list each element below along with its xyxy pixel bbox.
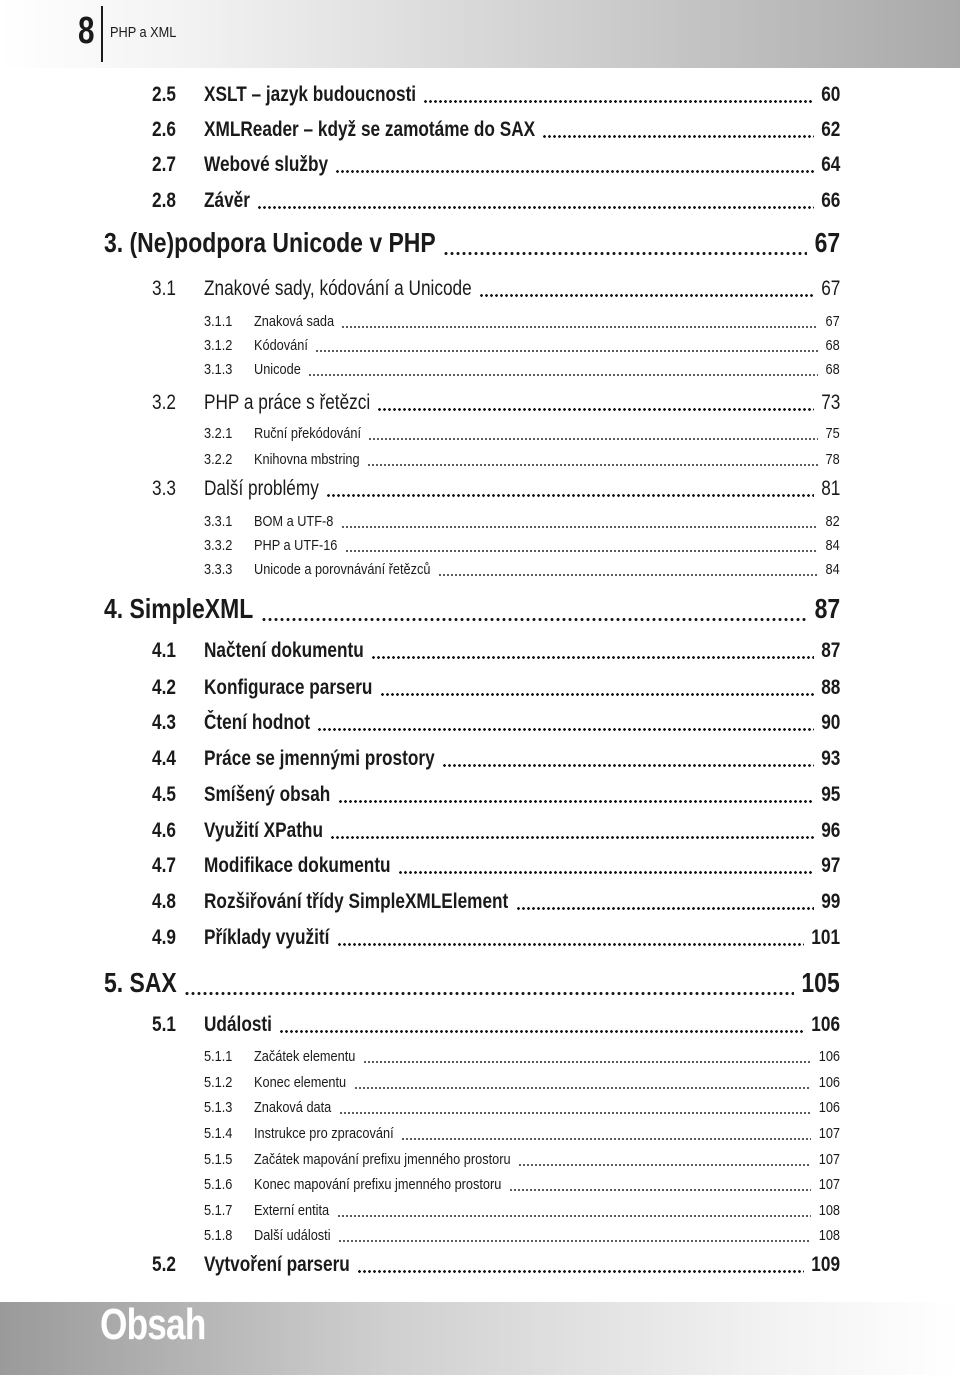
toc-leader-dots bbox=[398, 871, 814, 874]
toc-entry[interactable] bbox=[0, 748, 960, 771]
toc-entry[interactable] bbox=[0, 1075, 960, 1092]
running-title: PHP a XML bbox=[110, 24, 177, 41]
toc-leader-dots bbox=[338, 1240, 811, 1242]
toc-entry-title: Instrukce pro zpracování bbox=[254, 1126, 397, 1141]
toc-leader-dots bbox=[516, 907, 814, 910]
toc-entry-title: 4. SimpleXML bbox=[104, 595, 257, 623]
toc-entry-number: 5.1.3 bbox=[204, 1099, 233, 1116]
toc-entry-title: Další události bbox=[254, 1228, 334, 1243]
toc-entry-number: 4.1 bbox=[152, 639, 176, 662]
toc-leader-dots bbox=[371, 656, 814, 659]
toc-entry-title: Externí entita bbox=[254, 1203, 333, 1218]
toc-entry-number: 3.1.3 bbox=[204, 361, 233, 378]
toc-leader-dots bbox=[184, 992, 794, 995]
toc-entry-number: 3.2.2 bbox=[204, 451, 233, 468]
toc-entry-page: 109 bbox=[808, 1254, 840, 1275]
toc-leader-dots bbox=[443, 252, 807, 255]
toc-entry-title: Rozšiřování třídy SimpleXMLElement bbox=[204, 891, 512, 912]
toc-entry-page: 93 bbox=[818, 748, 840, 769]
toc-entry-page: 97 bbox=[818, 855, 840, 876]
toc-entry-title: Závěr bbox=[204, 190, 253, 211]
toc-entry-page: 107 bbox=[815, 1152, 840, 1167]
header-divider bbox=[101, 6, 103, 62]
toc-entry-page: 62 bbox=[818, 119, 840, 140]
toc-entry-number: 3.3.1 bbox=[204, 513, 233, 530]
toc-entry-number: 4.9 bbox=[152, 926, 176, 949]
toc-leader-dots bbox=[367, 464, 818, 466]
toc-entry-page: 66 bbox=[818, 190, 840, 211]
toc-entry-page: 81 bbox=[818, 478, 840, 499]
toc-entry[interactable] bbox=[0, 640, 960, 663]
toc-entry-title: Unicode bbox=[254, 362, 304, 377]
toc-entry-number: 5.1.1 bbox=[204, 1048, 233, 1065]
toc-entry[interactable] bbox=[0, 338, 960, 355]
toc-entry-number: 4.5 bbox=[152, 783, 176, 806]
toc-leader-dots bbox=[339, 1112, 812, 1114]
toc-entry-number: 5.1.8 bbox=[204, 1227, 233, 1244]
toc-entry-title: Znakové sady, kódování a Unicode bbox=[204, 278, 475, 299]
toc-entry-number: 3.2 bbox=[152, 391, 176, 414]
toc-entry[interactable] bbox=[0, 538, 960, 555]
toc-leader-dots bbox=[363, 1061, 812, 1063]
page-number: 8 bbox=[78, 10, 94, 52]
toc-entry[interactable] bbox=[0, 820, 960, 843]
toc-leader-dots bbox=[330, 836, 813, 839]
toc-entry-number: 3.3 bbox=[152, 477, 176, 500]
toc-entry-title: 3. (Ne)podpora Unicode v PHP bbox=[104, 229, 439, 257]
section-label: Obsah bbox=[100, 1300, 206, 1349]
toc-leader-dots bbox=[518, 1164, 811, 1166]
toc-entry-title: Práce se jmennými prostory bbox=[204, 748, 438, 769]
toc-entry-page: 106 bbox=[815, 1100, 840, 1115]
toc-entry-page: 105 bbox=[798, 969, 840, 997]
toc-entry-title: Smíšený obsah bbox=[204, 784, 334, 805]
toc-entry-page: 68 bbox=[822, 338, 840, 353]
toc-entry-number: 3.3.2 bbox=[204, 537, 233, 554]
toc-entry-title: PHP a UTF-16 bbox=[254, 538, 341, 553]
toc-entry-number: 4.7 bbox=[152, 854, 176, 877]
toc-entry[interactable] bbox=[0, 784, 960, 807]
toc-entry-number: 4.4 bbox=[152, 747, 176, 770]
toc-entry-page: 84 bbox=[822, 538, 840, 553]
toc-entry[interactable] bbox=[0, 969, 960, 1000]
toc-entry[interactable] bbox=[0, 855, 960, 878]
toc-entry[interactable] bbox=[0, 190, 960, 213]
toc-entry-title: Kódování bbox=[254, 338, 311, 353]
toc-leader-dots bbox=[479, 294, 814, 297]
toc-entry[interactable] bbox=[0, 891, 960, 914]
toc-entry-page: 88 bbox=[818, 677, 840, 698]
toc-leader-dots bbox=[380, 693, 814, 696]
toc-entry-page: 96 bbox=[818, 820, 840, 841]
toc-entry-number: 3.3.3 bbox=[204, 561, 233, 578]
toc-leader-dots bbox=[423, 100, 813, 103]
toc-entry[interactable] bbox=[0, 514, 960, 531]
toc-entry[interactable] bbox=[0, 362, 960, 379]
toc-entry[interactable] bbox=[0, 478, 960, 501]
toc-entry-page: 78 bbox=[822, 452, 840, 467]
toc-entry-number: 2.6 bbox=[152, 118, 176, 141]
toc-leader-dots bbox=[509, 1189, 812, 1191]
toc-entry-page: 67 bbox=[811, 229, 840, 257]
toc-entry-page: 82 bbox=[822, 514, 840, 529]
toc-entry[interactable] bbox=[0, 595, 960, 626]
toc-entry-title: Modifikace dokumentu bbox=[204, 855, 394, 876]
toc-leader-dots bbox=[257, 206, 813, 209]
toc-leader-dots bbox=[338, 800, 814, 803]
toc-entry-title: Znaková sada bbox=[254, 314, 337, 329]
toc-entry[interactable] bbox=[0, 1126, 960, 1143]
toc-entry-page: 64 bbox=[818, 154, 840, 175]
toc-leader-dots bbox=[401, 1138, 811, 1140]
toc-entry[interactable] bbox=[0, 392, 960, 415]
toc-entry-page: 101 bbox=[808, 927, 840, 948]
toc-entry-number: 2.5 bbox=[152, 83, 176, 106]
toc-entry[interactable] bbox=[0, 1228, 960, 1245]
toc-leader-dots bbox=[337, 943, 804, 946]
toc-entry-title: XSLT – jazyk budoucnosti bbox=[204, 84, 419, 105]
toc-entry-number: 3.2.1 bbox=[204, 425, 233, 442]
toc-leader-dots bbox=[438, 574, 819, 576]
toc-leader-dots bbox=[308, 374, 818, 376]
toc-entry-title: Unicode a porovnávání řetězců bbox=[254, 562, 434, 577]
toc-entry-title: Konfigurace parseru bbox=[204, 677, 376, 698]
toc-leader-dots bbox=[317, 728, 813, 731]
toc-leader-dots bbox=[315, 350, 818, 352]
toc-entry-title: 5. SAX bbox=[104, 969, 180, 997]
toc-entry-page: 68 bbox=[822, 362, 840, 377]
toc-entry-title: Ruční překódování bbox=[254, 426, 364, 441]
toc-entry[interactable] bbox=[0, 154, 960, 177]
toc-entry-title: Webové služby bbox=[204, 154, 331, 175]
toc-leader-dots bbox=[337, 1215, 812, 1217]
toc-entry-title: XMLReader – když se zamotáme do SAX bbox=[204, 119, 538, 140]
toc-leader-dots bbox=[354, 1087, 812, 1089]
toc-entry[interactable] bbox=[0, 1203, 960, 1220]
toc-entry-page: 106 bbox=[815, 1049, 840, 1064]
toc-entry-title: Využití XPathu bbox=[204, 820, 326, 841]
toc-entry[interactable] bbox=[0, 278, 960, 301]
toc-entry-page: 67 bbox=[822, 314, 840, 329]
toc-entry[interactable] bbox=[0, 119, 960, 142]
toc-entry-page: 90 bbox=[818, 712, 840, 733]
toc-leader-dots bbox=[341, 526, 819, 528]
toc-entry-page: 84 bbox=[822, 562, 840, 577]
toc-entry-title: Začátek mapování prefixu jmenného prostoru bbox=[254, 1152, 514, 1167]
toc-entry[interactable] bbox=[0, 314, 960, 331]
toc-entry-number: 4.3 bbox=[152, 711, 176, 734]
toc-entry-title: Konec mapování prefixu jmenného prostoru bbox=[254, 1177, 505, 1192]
toc-entry-page: 67 bbox=[818, 278, 840, 299]
toc-entry-number: 2.8 bbox=[152, 189, 176, 212]
toc-entry-title: Čtení hodnot bbox=[204, 712, 313, 733]
toc-entry-title: Vytvoření parseru bbox=[204, 1254, 353, 1275]
toc-entry-page: 108 bbox=[815, 1228, 840, 1243]
toc-entry[interactable] bbox=[0, 426, 960, 443]
toc-entry[interactable] bbox=[0, 229, 960, 260]
toc-entry-page: 75 bbox=[822, 426, 840, 441]
toc-entry[interactable] bbox=[0, 712, 960, 735]
toc-entry-title: Události bbox=[204, 1014, 275, 1035]
toc-entry-number: 5.1.6 bbox=[204, 1176, 233, 1193]
toc-leader-dots bbox=[279, 1030, 804, 1033]
toc-entry[interactable] bbox=[0, 1152, 960, 1169]
toc-entry-page: 107 bbox=[815, 1177, 840, 1192]
toc-entry[interactable] bbox=[0, 452, 960, 469]
toc-entry-number: 5.2 bbox=[152, 1253, 176, 1276]
toc-entry-number: 5.1.7 bbox=[204, 1202, 233, 1219]
toc-entry-page: 108 bbox=[815, 1203, 840, 1218]
toc-entry-title: Začátek elementu bbox=[254, 1049, 359, 1064]
toc-entry[interactable] bbox=[0, 1100, 960, 1117]
toc-entry[interactable] bbox=[0, 1014, 960, 1037]
toc-entry-page: 87 bbox=[818, 640, 840, 661]
toc-entry-title: Konec elementu bbox=[254, 1075, 350, 1090]
toc-entry-number: 3.1.1 bbox=[204, 313, 233, 330]
toc-entry[interactable] bbox=[0, 1177, 960, 1194]
toc-entry-title: Další problémy bbox=[204, 478, 322, 499]
toc-entry-number: 3.1.2 bbox=[204, 337, 233, 354]
toc-leader-dots bbox=[341, 326, 818, 328]
toc-entry[interactable] bbox=[0, 84, 960, 107]
toc-entry[interactable] bbox=[0, 677, 960, 700]
toc-entry-number: 5.1.2 bbox=[204, 1074, 233, 1091]
toc-entry-title: Načtení dokumentu bbox=[204, 640, 367, 661]
toc-entry-page: 95 bbox=[818, 784, 840, 805]
toc-entry-title: BOM a UTF-8 bbox=[254, 514, 337, 529]
toc-entry-title: Knihovna mbstring bbox=[254, 452, 363, 467]
toc-entry-title: PHP a práce s řetězci bbox=[204, 392, 373, 413]
toc-entry-number: 4.8 bbox=[152, 890, 176, 913]
toc-entry-number: 4.6 bbox=[152, 819, 176, 842]
toc-leader-dots bbox=[335, 170, 813, 173]
toc-leader-dots bbox=[377, 408, 813, 411]
toc-leader-dots bbox=[542, 135, 813, 138]
toc-leader-dots bbox=[326, 494, 813, 497]
toc-entry-title: Příklady využití bbox=[204, 927, 333, 948]
toc-entry-number: 5.1.5 bbox=[204, 1151, 233, 1168]
toc-leader-dots bbox=[345, 550, 819, 552]
toc-entry-page: 73 bbox=[818, 392, 840, 413]
toc-entry-title: Znaková data bbox=[254, 1100, 335, 1115]
toc-leader-dots bbox=[442, 764, 814, 767]
toc-entry-page: 60 bbox=[818, 84, 840, 105]
toc-entry-number: 3.1 bbox=[152, 277, 176, 300]
toc-entry-number: 2.7 bbox=[152, 153, 176, 176]
toc-entry[interactable] bbox=[0, 562, 960, 579]
toc-entry-page: 106 bbox=[808, 1014, 840, 1035]
toc-entry-number: 4.2 bbox=[152, 676, 176, 699]
toc-entry-number: 5.1 bbox=[152, 1013, 176, 1036]
toc-leader-dots bbox=[357, 1270, 804, 1273]
toc-entry-number: 5.1.4 bbox=[204, 1125, 233, 1142]
toc-entry-page: 106 bbox=[815, 1075, 840, 1090]
toc-entry-page: 87 bbox=[811, 595, 840, 623]
toc-entry[interactable] bbox=[0, 927, 960, 950]
toc-entry[interactable] bbox=[0, 1049, 960, 1066]
toc-entry[interactable] bbox=[0, 1254, 960, 1277]
toc-leader-dots bbox=[261, 618, 808, 621]
toc-leader-dots bbox=[368, 438, 818, 440]
toc-entry-page: 99 bbox=[818, 891, 840, 912]
toc-entry-page: 107 bbox=[815, 1126, 840, 1141]
